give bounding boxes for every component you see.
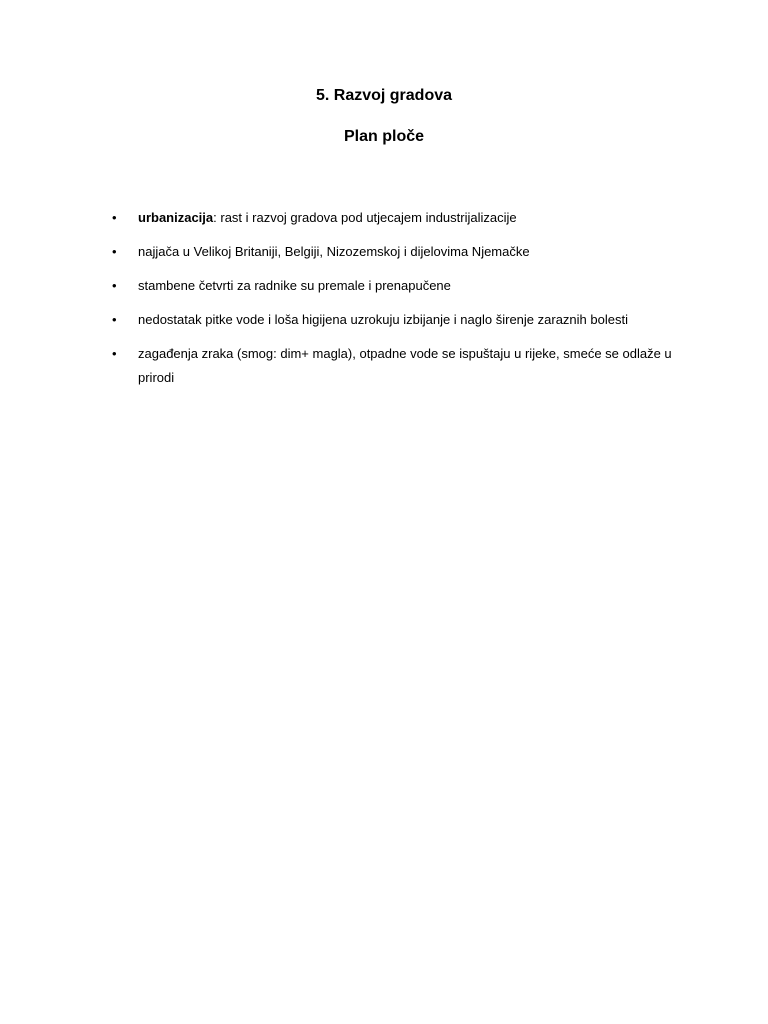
bullet-icon: • — [112, 278, 117, 293]
bullet-icon: • — [112, 346, 117, 361]
list-item-term: urbanizacija — [138, 210, 214, 225]
list-item-text: zagađenja zraka (smog: dim+ magla), otpadne vode se ispuštaju u rijeke, smeće se odlaže u prirodi — [138, 346, 672, 385]
list-item-text: najjača u Velikoj Britaniji, Belgiji, Nizozemskoj i dijelovima Njemačke — [138, 244, 530, 259]
bullet-icon: • — [112, 244, 117, 259]
list-item — [112, 274, 672, 298]
list-item — [112, 308, 672, 332]
list-item-text: stambene četvrti za radnike su premale i prenapučene — [138, 278, 451, 293]
list-item — [112, 240, 672, 264]
page-title: 5. Razvoj gradova — [315, 87, 453, 104]
bullet-icon: • — [112, 312, 117, 327]
bullet-list — [112, 206, 672, 400]
bullet-icon: • — [112, 210, 117, 225]
list-item — [112, 206, 672, 230]
list-item-text: nedostatak pitke vode i loša higijena uzrokuju izbijanje i naglo širenje zaraznih bolesti — [138, 312, 628, 327]
page-subtitle: Plan ploče — [343, 128, 425, 145]
list-item — [112, 342, 672, 390]
list-item-text: : rast i razvoj gradova pod utjecajem industrijalizacije — [213, 210, 517, 225]
